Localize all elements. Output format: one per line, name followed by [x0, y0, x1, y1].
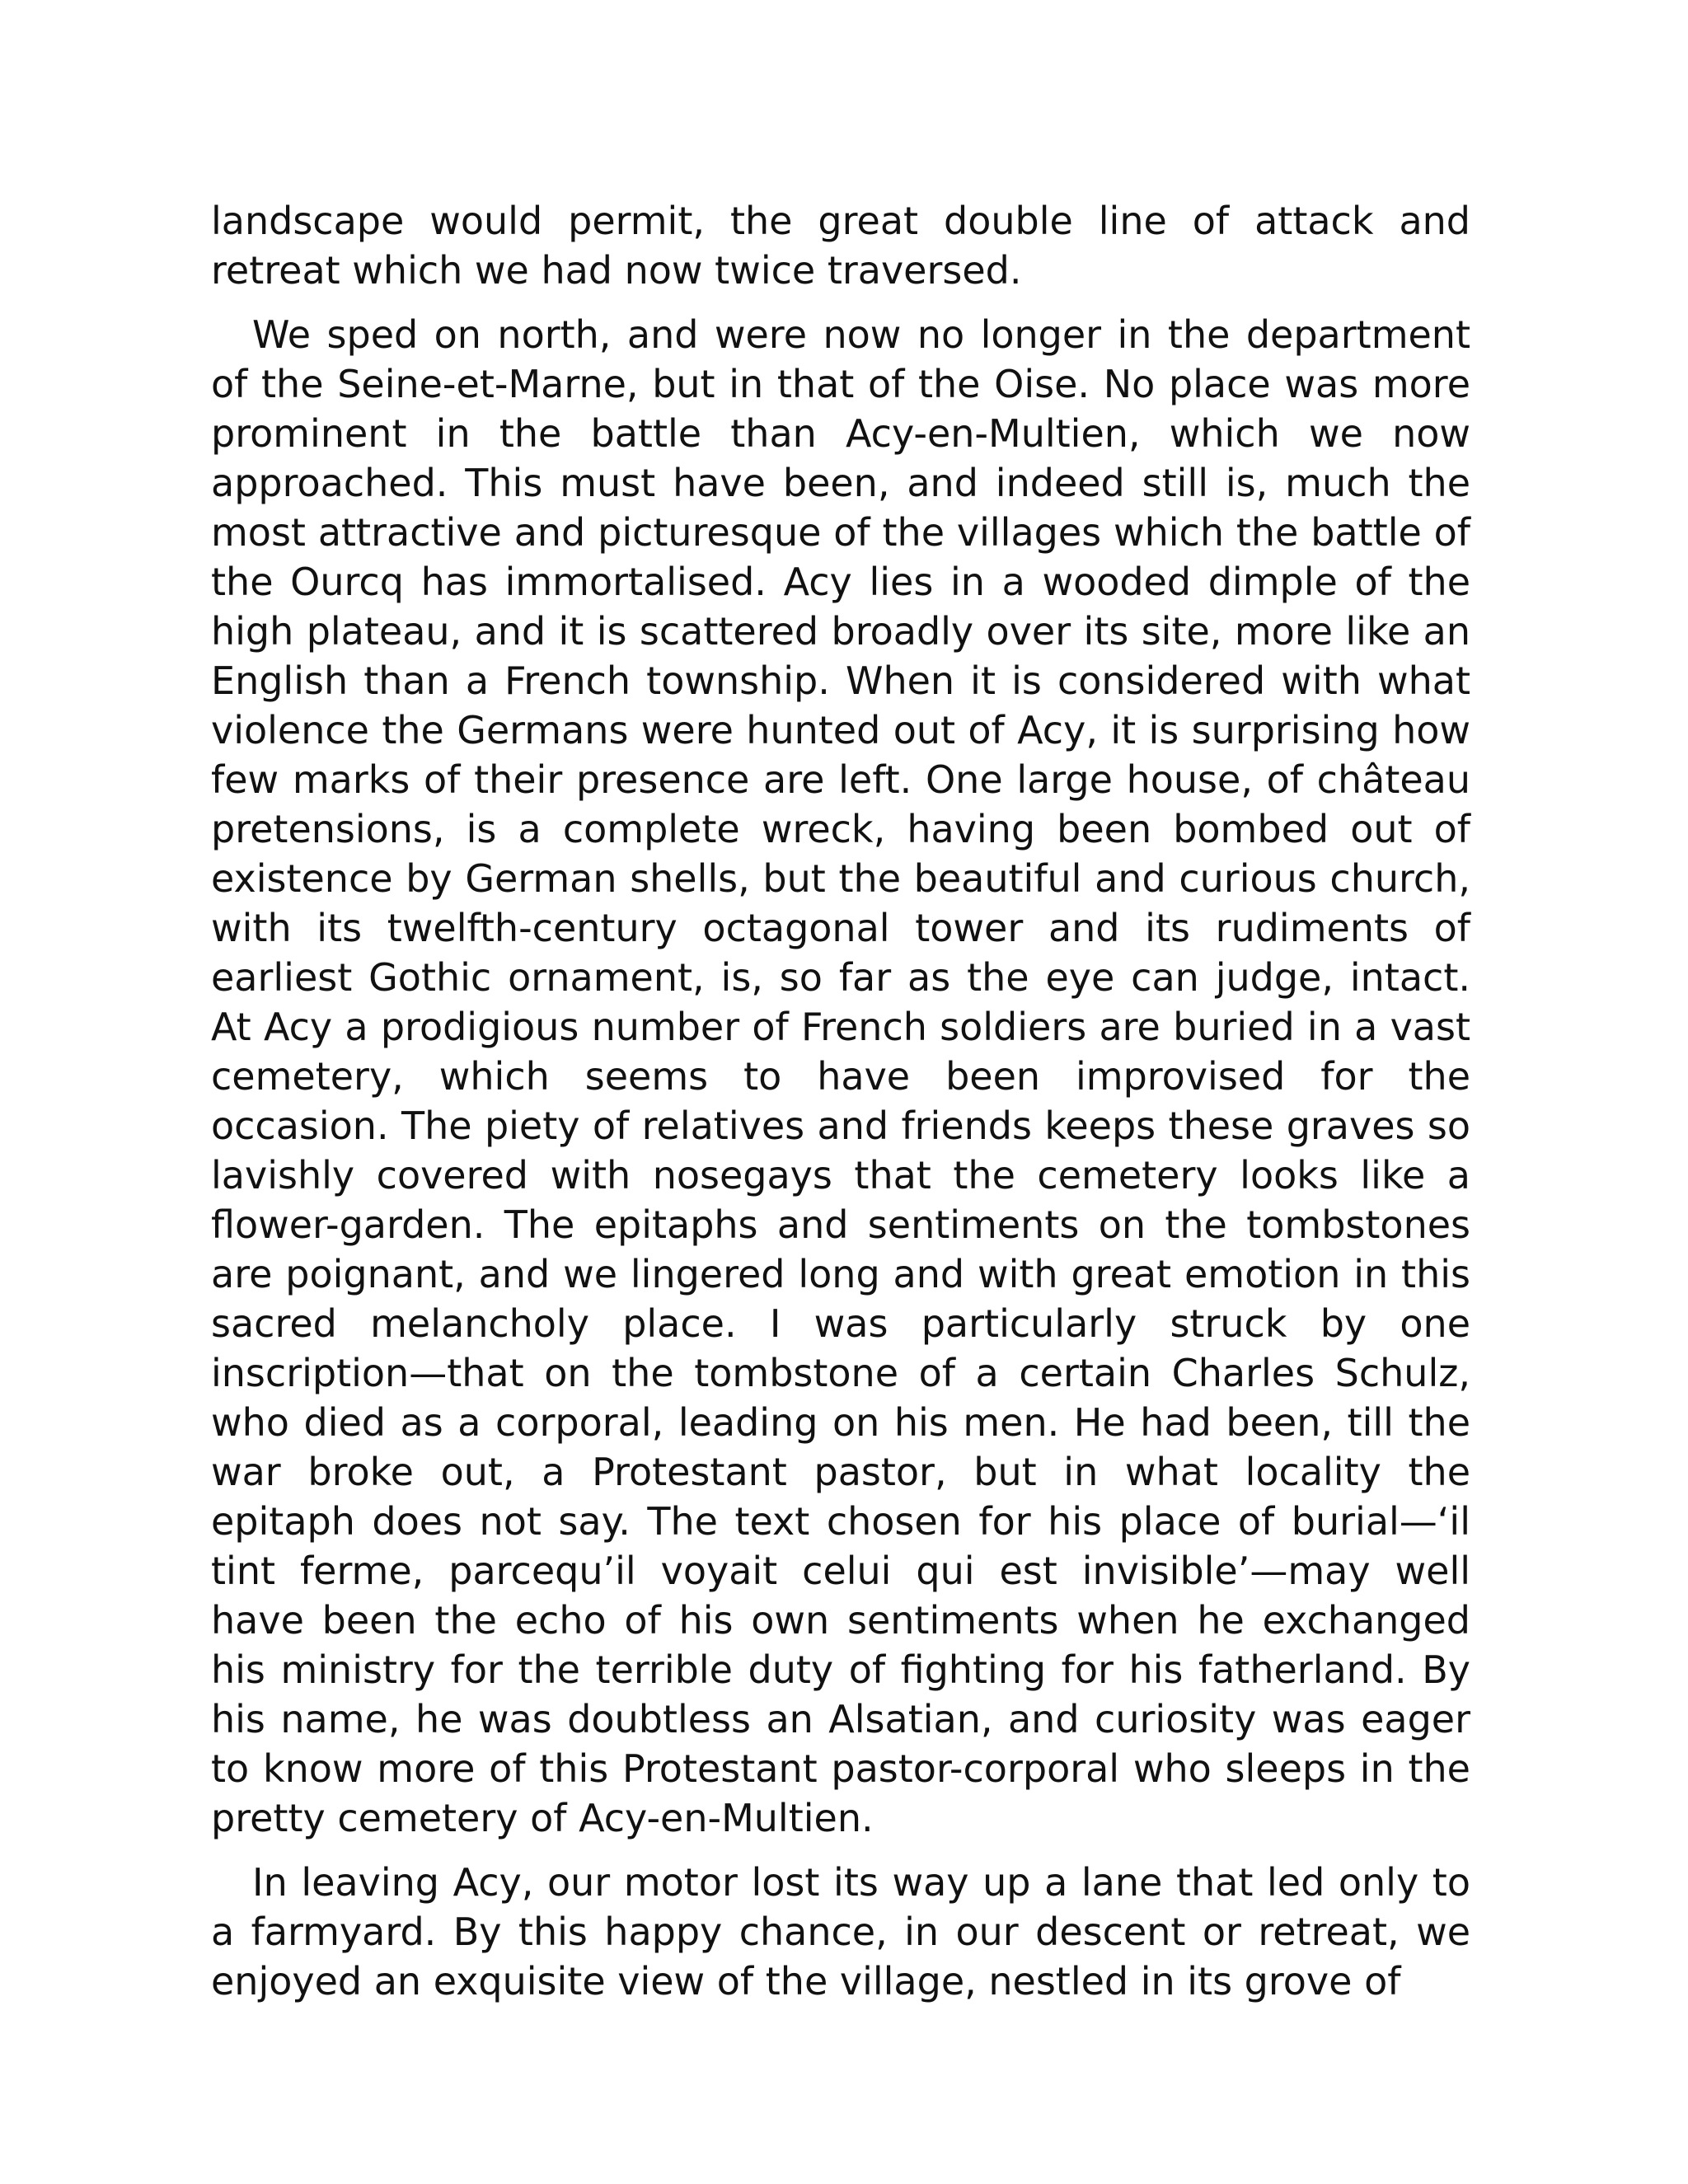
paragraph-leaving-acy: In leaving Acy, our motor lost its way up a lane that led only to a farmyard. By this happy chance, in our descent or retreat, we enjoyed an exquisite view of the village, nestled in its grove of — [211, 1860, 1470, 2004]
body-text — [211, 196, 1470, 2006]
paragraph-continuation: landscape would permit, the great double line of attack and retreat which we had now twice traversed. — [211, 199, 1470, 293]
paragraph-acy-en-multien: We sped on north, and were now no longer in the department of the Seine-et-Marne, but in that of the Oise. No place was more prominent in the battle than Acy-en-Multien, which we now approached. This must have been, and indeed still is, much the most attractive and picturesque of the villages which the battle of the Ourcq has immortalised. Acy lies in a wooded dimple of the high plateau, and it is scattered broadly over its site, more like an English than a French township. When it is considered with what violence the Germans were hunted out of Acy, it is surprising how few marks of their presence are left. One large house, of château pretensions, is a complete wreck, having been bombed out of existence by German shells, but the beautiful and curious church, with its twelfth-century octagonal tower and its rudiments of earliest Gothic ornament, is, so far as the eye can judge, intact. At Acy a prodigious number of French soldiers are buried in a vast cemetery, which seems to have been improvised for the occasion. The piety of relatives and friends keeps these graves so lavishly covered with nosegays that the cemetery looks like a flower-garden. The epitaphs and sentiments on the tombstones are poignant, and we lingered long and with great emotion in this sacred melancholy place. I was particularly struck by one inscription—that on the tombstone of a certain Charles Schulz, who died as a corporal, leading on his men. He had been, till the war broke out, a Protestant pastor, but in what locality the epitaph does not say. The text chosen for his place of burial—‘il tint ferme, parcequ’il voyait celui qui est invisible’—may well have been the echo of his own sentiments when he exchanged his ministry for the terrible duty of fighting for his fatherland. By his name, he was doubtless an Alsatian, and curiosity was eager to know more of this Protestant pastor-corporal who sleeps in the pretty cemetery of Acy-en-Multien. — [211, 312, 1470, 1840]
